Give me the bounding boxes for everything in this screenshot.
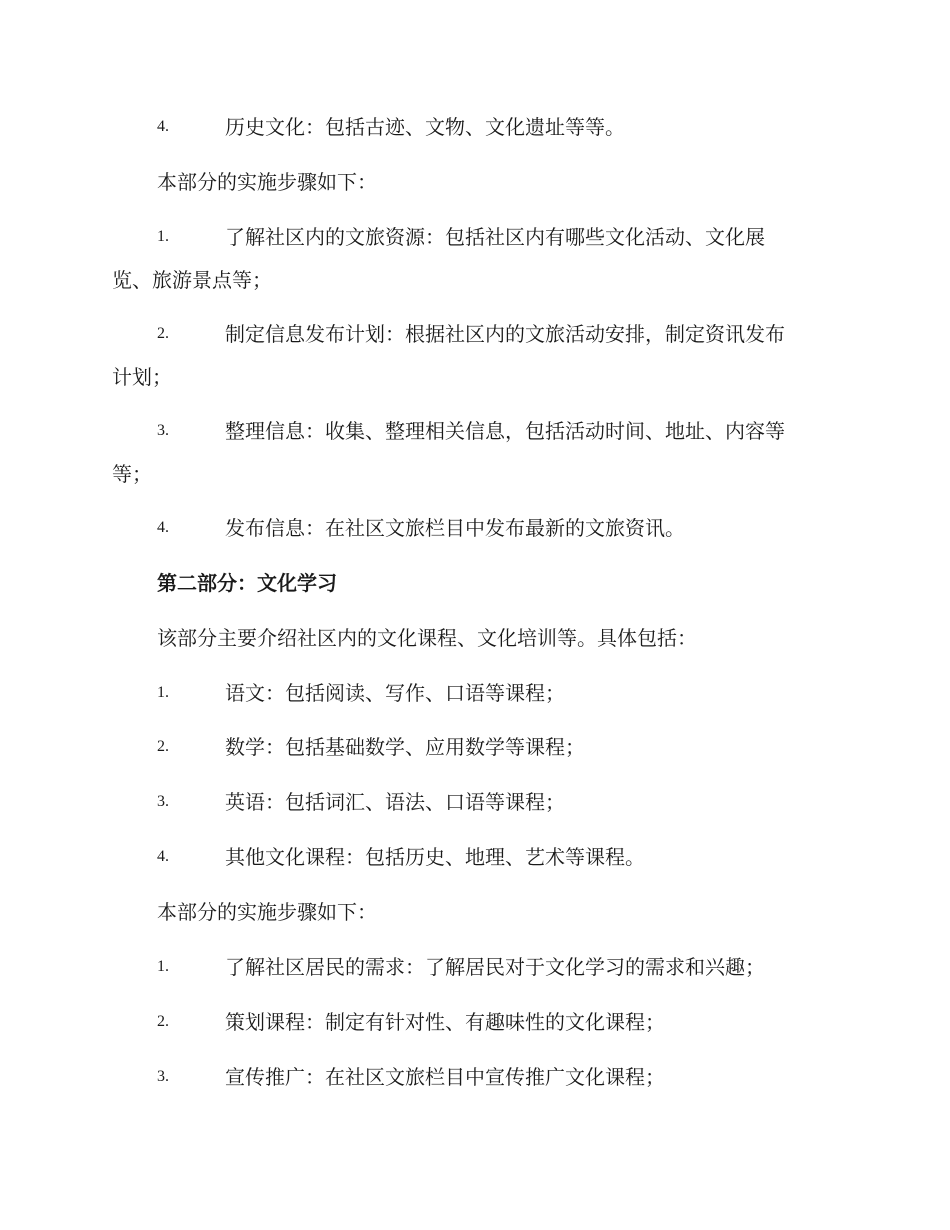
list-number: 3. — [157, 422, 169, 439]
steps-intro: 本部分的实施步骤如下： — [157, 900, 377, 924]
list-text: 语文：包括阅读、写作、口语等课程； — [225, 681, 565, 705]
list-text: 宣传推广：在社区文旅栏目中宣传推广文化课程； — [225, 1065, 665, 1089]
list-text: 了解社区居民的需求：了解居民对于文化学习的需求和兴趣； — [225, 955, 765, 979]
list-text: 发布信息：在社区文旅栏目中发布最新的文旅资讯。 — [225, 516, 685, 540]
section-heading: 第二部分：文化学习 — [157, 571, 337, 595]
steps-intro: 本部分的实施步骤如下： — [157, 170, 377, 194]
list-number: 2. — [157, 325, 169, 342]
list-number: 4. — [157, 118, 169, 135]
list-text: 历史文化：包括古迹、文物、文化遗址等等。 — [225, 115, 625, 139]
list-text-continued: 览、旅游景点等； — [112, 268, 272, 292]
list-number: 4. — [157, 519, 169, 536]
list-number: 3. — [157, 793, 169, 810]
list-number: 3. — [157, 1068, 169, 1085]
list-number: 1. — [157, 684, 169, 701]
list-number: 2. — [157, 738, 169, 755]
list-number: 2. — [157, 1013, 169, 1030]
list-text: 英语：包括词汇、语法、口语等课程； — [225, 790, 565, 814]
list-text-continued: 计划； — [112, 365, 172, 389]
list-text: 制定信息发布计划：根据社区内的文旅活动安排，制定资讯发布 — [225, 322, 785, 346]
list-text: 数学：包括基础数学、应用数学等课程； — [225, 735, 585, 759]
list-text-continued: 等； — [112, 462, 152, 486]
list-number: 1. — [157, 958, 169, 975]
list-text: 整理信息：收集、整理相关信息，包括活动时间、地址、内容等 — [225, 419, 785, 443]
list-text: 其他文化课程：包括历史、地理、艺术等课程。 — [225, 845, 645, 869]
list-text: 策划课程：制定有针对性、有趣味性的文化课程； — [225, 1010, 665, 1034]
list-number: 1. — [157, 228, 169, 245]
list-number: 4. — [157, 848, 169, 865]
list-text: 了解社区内的文旅资源：包括社区内有哪些文化活动、文化展 — [225, 225, 765, 249]
section-intro: 该部分主要介绍社区内的文化课程、文化培训等。具体包括： — [157, 626, 697, 650]
